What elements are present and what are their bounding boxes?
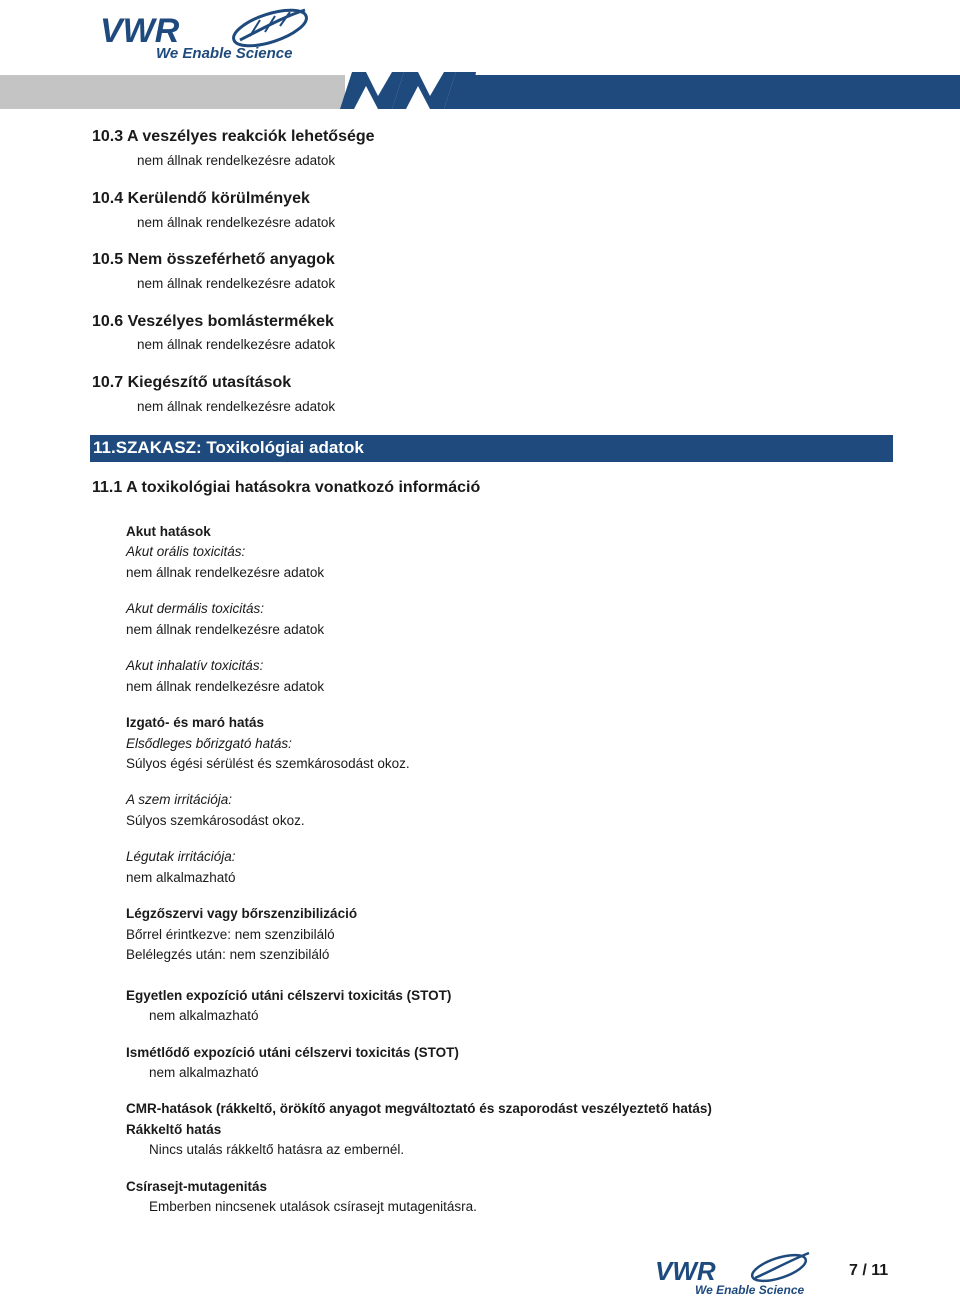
text-10-4: nem állnak rendelkezésre adatok [137,215,336,230]
sensitization-skin: Bőrrel érintkezve: nem szenzibiláló [126,927,335,942]
skin-irritation-label: Elsődleges bőrizgató hatás: [126,736,292,751]
oral-value: nem állnak rendelkezésre adatok [126,565,325,580]
footer-logo-wordmark: VWR [655,1256,716,1286]
heading-10-3: 10.3 A veszélyes reakciók lehetősége [92,128,375,145]
logo-wordmark: VWR [100,12,180,50]
inhal-value: nem állnak rendelkezésre adatok [126,679,325,694]
section-bar [90,435,893,462]
header-band [0,72,960,112]
oral-label: Akut orális toxicitás: [126,544,246,559]
dermal-value: nem állnak rendelkezésre adatok [126,622,325,637]
heading-10-4: 10.4 Kerülendő körülmények [92,190,310,207]
heading-10-6: 10.6 Veszélyes bomlástermékek [92,313,334,330]
dermal-label: Akut dermális toxicitás: [126,601,265,616]
mutagenicity-value: Emberben nincsenek utalások csírasejt mutagenitásra. [149,1199,477,1214]
resp-irritation-label: Légutak irritációja: [126,849,236,864]
text-10-7: nem állnak rendelkezésre adatok [137,399,336,414]
stot-single-heading: Egyetlen expozíció utáni célszervi toxicitás (STOT) [126,988,452,1003]
logo-tagline: We Enable Science [156,45,293,62]
sensitization-inhal: Belélegzés után: nem szenzibiláló [126,947,330,962]
cmr-heading: CMR-hatások (rákkeltő, örökítő anyagot megváltoztató és szaporodást veszélyeztető hatás) [126,1101,712,1116]
carcinogenicity-heading: Rákkeltő hatás [126,1122,222,1137]
stot-single-value: nem alkalmazható [149,1008,259,1023]
resp-irritation-value: nem alkalmazható [126,870,236,885]
sensitization-heading: Légzőszervi vagy bőrszenzibilizáció [126,906,358,921]
vwr-logo [100,6,315,62]
skin-irritation-value: Súlyos égési sérülést és szemkárosodást okoz. [126,756,410,771]
page-number: 7 / 11 [849,1262,889,1279]
irritation-heading: Izgató- és maró hatás [126,715,265,730]
text-10-5: nem állnak rendelkezésre adatok [137,276,336,291]
stot-repeat-heading: Ismétlődő expozíció utáni célszervi toxicitás (STOT) [126,1045,459,1060]
acute-heading: Akut hatások [126,524,211,539]
carcinogenicity-value: Nincs utalás rákkeltő hatásra az embernél. [149,1142,405,1157]
footer-vwr-logo [655,1250,815,1296]
eye-irritation-value: Súlyos szemkárosodást okoz. [126,813,305,828]
footer-logo-tagline: We Enable Science [695,1283,805,1296]
mutagenicity-heading: Csírasejt-mutagenitás [126,1179,268,1194]
eye-irritation-label: A szem irritációja: [126,792,233,807]
stot-repeat-value: nem alkalmazható [149,1065,259,1080]
heading-10-7: 10.7 Kiegészítő utasítások [92,374,292,391]
heading-11-1: 11.1 A toxikológiai hatásokra vonatkozó információ [92,479,481,496]
text-10-3: nem állnak rendelkezésre adatok [137,153,336,168]
inhal-label: Akut inhalatív toxicitás: [126,658,264,673]
text-10-6: nem állnak rendelkezésre adatok [137,337,336,352]
section-bar-title: 11.SZAKASZ: Toxikológiai adatok [93,438,364,457]
heading-10-5: 10.5 Nem összeférhető anyagok [92,251,335,268]
